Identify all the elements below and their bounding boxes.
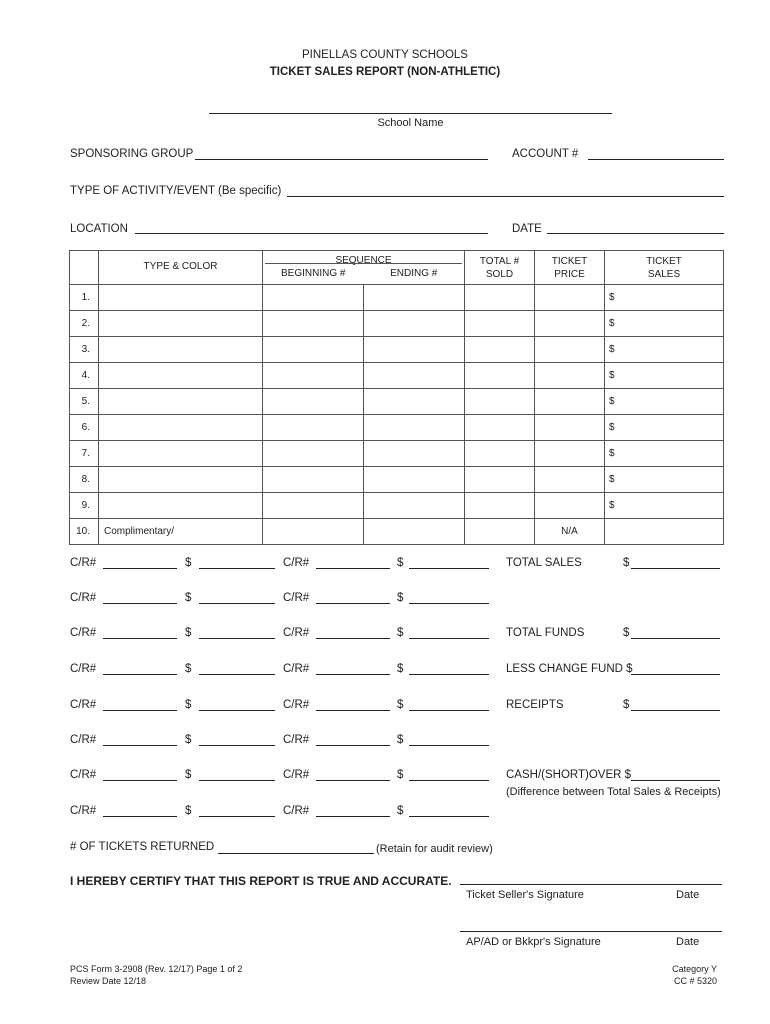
table-row [70,519,724,545]
ticket-sales-cell[interactable] [605,519,724,545]
cr-dollar: $ [185,734,192,746]
difference-note: (Difference between Total Sales & Receipts) [506,786,721,798]
ticket-table [69,250,724,545]
account-label: ACCOUNT # [512,148,579,160]
row-number: 9. [70,493,99,519]
cr-number-field[interactable] [316,710,390,711]
type-color-cell[interactable] [99,415,263,441]
cr-amount-field[interactable] [409,568,489,569]
ending-cell[interactable] [364,467,465,493]
total-sold-cell[interactable] [465,415,535,441]
table-row [70,311,724,337]
total-sold-cell[interactable] [465,363,535,389]
cr-dollar: $ [397,663,404,675]
ending-cell[interactable] [364,519,465,545]
beginning-cell[interactable] [263,363,364,389]
ending-cell[interactable] [364,311,465,337]
type-color-cell[interactable] [99,441,263,467]
less-change-fund-field[interactable] [631,674,720,675]
cr-number-field[interactable] [103,638,177,639]
ticket-sales-cell[interactable]: $ [605,337,724,363]
org-name: PINELLAS COUNTY SCHOOLS [302,49,468,61]
cr-label: C/R# [70,663,97,675]
tickets-returned-label: # OF TICKETS RETURNED [70,841,215,853]
ticket-sales-cell[interactable]: $ [605,415,724,441]
cr-label: C/R# [70,557,97,569]
beginning-cell[interactable] [263,389,364,415]
cr-number-field[interactable] [103,710,177,711]
school-name-field[interactable] [209,113,612,114]
cr-dollar: $ [397,627,404,639]
cr-label: C/R# [70,627,97,639]
ticket-price-cell[interactable] [535,363,605,389]
cash-short-over-field[interactable] [631,780,720,781]
cr-amount-field[interactable] [199,603,275,604]
type-color-cell[interactable] [99,467,263,493]
cr-dollar: $ [397,805,404,817]
table-row [70,389,724,415]
row-number: 10. [70,519,99,545]
beginning-cell[interactable] [263,467,364,493]
beginning-header: BEGINNING # [281,268,346,279]
total-sold-cell[interactable] [465,285,535,311]
activity-field[interactable] [287,196,724,197]
cr-number-field[interactable] [103,780,177,781]
total-sold-cell[interactable] [465,389,535,415]
total-sold-cell[interactable] [465,441,535,467]
cr-amount-field[interactable] [409,816,489,817]
row-number: 5. [70,389,99,415]
sponsoring-group-field[interactable] [195,159,488,160]
cr-dollar: $ [185,592,192,604]
table-row [70,441,724,467]
cr-number-field[interactable] [316,603,390,604]
ending-cell[interactable] [364,415,465,441]
ending-cell[interactable] [364,285,465,311]
cr-amount-field[interactable] [199,710,275,711]
type-color-cell[interactable] [99,337,263,363]
table-row [70,363,724,389]
beginning-cell[interactable] [263,415,364,441]
header-type-color: TYPE & COLOR [99,251,263,285]
row-number: 8. [70,467,99,493]
cr-label: C/R# [283,769,310,781]
location-field[interactable] [135,233,488,234]
ending-cell[interactable] [364,337,465,363]
cr-label: C/R# [283,592,310,604]
na-price-cell: N/A [535,519,605,545]
tickets-returned-note: (Retain for audit review) [376,843,493,855]
seller-date-label: Date [676,889,700,901]
cr-label: C/R# [70,699,97,711]
receipts-dollar: $ [623,699,630,711]
cr-amount-field[interactable] [409,603,489,604]
beginning-cell[interactable] [263,337,364,363]
seller-signature-label: Ticket Seller's Signature [466,889,584,901]
type-color-cell[interactable] [99,311,263,337]
ticket-price-cell[interactable] [535,285,605,311]
ending-cell[interactable] [364,363,465,389]
total-sold-cell[interactable] [465,337,535,363]
cr-amount-field[interactable] [199,674,275,675]
certification-statement: I HEREBY CERTIFY THAT THIS REPORT IS TRUE AND ACCURATE. [70,874,452,888]
beginning-cell[interactable] [263,285,364,311]
date-label: DATE [512,223,542,235]
form-number: PCS Form 3-2908 (Rev. 12/17) Page 1 of 2 [70,964,243,974]
row-number: 3. [70,337,99,363]
cr-label: C/R# [283,627,310,639]
type-color-cell[interactable] [99,493,263,519]
total-sold-cell[interactable] [465,467,535,493]
cr-label: C/R# [283,734,310,746]
cr-number-field[interactable] [316,780,390,781]
form-title: TICKET SALES REPORT (NON-ATHLETIC) [269,66,501,78]
header-total-sold: TOTAL # SOLD [465,251,535,285]
seller-signature-field[interactable] [460,884,722,885]
table-row [70,285,724,311]
cr-amount-field[interactable] [409,745,489,746]
cr-dollar: $ [397,557,404,569]
table-header-row [70,251,724,285]
cr-dollar: $ [185,627,192,639]
cc-number: CC # 5320 [673,976,717,986]
cr-dollar: $ [397,592,404,604]
total-funds-label: TOTAL FUNDS [506,627,585,639]
row-number: 6. [70,415,99,441]
ticket-sales-cell[interactable]: $ [605,285,724,311]
cr-number-field[interactable] [316,568,390,569]
ticket-price-cell[interactable] [535,467,605,493]
receipts-label: RECEIPTS [506,699,564,711]
receipts-field[interactable] [631,710,720,711]
approver-signature-field[interactable] [460,931,722,932]
cr-dollar: $ [185,805,192,817]
cr-amount-field[interactable] [409,638,489,639]
cr-amount-field[interactable] [199,780,275,781]
beginning-cell[interactable] [263,493,364,519]
table-row [70,467,724,493]
cr-number-field[interactable] [103,603,177,604]
ticket-price-cell[interactable] [535,389,605,415]
ticket-price-cell[interactable] [535,441,605,467]
ticket-sales-cell[interactable]: $ [605,389,724,415]
row-number: 2. [70,311,99,337]
ending-header: ENDING # [390,268,438,279]
less-change-fund-label: LESS CHANGE FUND $ [506,663,633,675]
header-ticket-price: TICKET PRICE [535,251,605,285]
category: Category Y [672,964,717,974]
cr-number-field[interactable] [316,816,390,817]
table-row [70,415,724,441]
ticket-price-cell[interactable] [535,493,605,519]
cr-amount-field[interactable] [199,638,275,639]
ticket-sales-cell[interactable]: $ [605,311,724,337]
cr-amount-field[interactable] [199,816,275,817]
total-funds-dollar: $ [623,627,630,639]
table-row [70,337,724,363]
tickets-returned-field[interactable] [218,853,374,854]
cr-amount-field[interactable] [409,674,489,675]
cr-dollar: $ [397,699,404,711]
cr-number-field[interactable] [316,638,390,639]
date-field[interactable] [547,233,724,234]
type-color-cell[interactable] [99,363,263,389]
cr-number-field[interactable] [316,674,390,675]
type-color-cell[interactable] [99,285,263,311]
total-sold-cell[interactable] [465,493,535,519]
ticket-price-cell[interactable] [535,311,605,337]
cr-number-field[interactable] [103,674,177,675]
cr-label: C/R# [70,805,97,817]
header-num [70,251,99,285]
ending-cell[interactable] [364,389,465,415]
cr-number-field[interactable] [103,745,177,746]
approver-signature-label: AP/AD or Bkkpr's Signature [466,936,601,948]
ending-cell[interactable] [364,441,465,467]
total-sales-label: TOTAL SALES [506,557,582,569]
ticket-sales-cell[interactable]: $ [605,441,724,467]
cr-label: C/R# [70,769,97,781]
activity-label: TYPE OF ACTIVITY/EVENT (Be specific) [70,185,282,197]
cr-number-field[interactable] [316,745,390,746]
cr-dollar: $ [185,557,192,569]
ticket-sales-cell[interactable]: $ [605,493,724,519]
cr-amount-field[interactable] [199,745,275,746]
sequence-title: SEQUENCE [335,255,392,266]
total-sold-cell[interactable] [465,311,535,337]
header-sequence [263,251,465,285]
total-sold-cell[interactable] [465,519,535,545]
cr-label: C/R# [283,557,310,569]
account-field[interactable] [588,159,724,160]
type-color-cell[interactable] [99,389,263,415]
row-number: 4. [70,363,99,389]
cr-number-field[interactable] [103,816,177,817]
review-date: Review Date 12/18 [70,976,147,986]
cr-label: C/R# [70,592,97,604]
cr-amount-field[interactable] [199,568,275,569]
table-row [70,493,724,519]
ticket-sales-cell[interactable]: $ [605,363,724,389]
ticket-price-cell[interactable] [535,337,605,363]
ticket-price-cell[interactable] [535,415,605,441]
total-sales-dollar: $ [623,557,630,569]
cr-label: C/R# [283,663,310,675]
cash-short-over-label: CASH/(SHORT)OVER $ [506,769,632,781]
cr-label: C/R# [283,805,310,817]
beginning-cell[interactable] [263,441,364,467]
approver-date-label: Date [676,936,700,948]
row-number: 7. [70,441,99,467]
total-funds-field[interactable] [631,638,720,639]
cr-dollar: $ [185,699,192,711]
cr-amount-field[interactable] [409,780,489,781]
cr-dollar: $ [185,663,192,675]
cr-dollar: $ [397,734,404,746]
beginning-cell[interactable] [263,311,364,337]
ticket-sales-cell[interactable]: $ [605,467,724,493]
row-number: 1. [70,285,99,311]
school-name-label: School Name [377,117,444,129]
sponsoring-group-label: SPONSORING GROUP [70,148,194,160]
location-label: LOCATION [70,223,128,235]
cr-dollar: $ [185,769,192,781]
cr-label: C/R# [283,699,310,711]
beginning-cell[interactable] [263,519,364,545]
ending-cell[interactable] [364,493,465,519]
complimentary-cell[interactable]: Complimentary/ [99,519,263,545]
cr-number-field[interactable] [103,568,177,569]
cr-dollar: $ [397,769,404,781]
total-sales-field[interactable] [631,568,720,569]
cr-amount-field[interactable] [409,710,489,711]
cr-label: C/R# [70,734,97,746]
header-ticket-sales: TICKET SALES [605,251,724,285]
